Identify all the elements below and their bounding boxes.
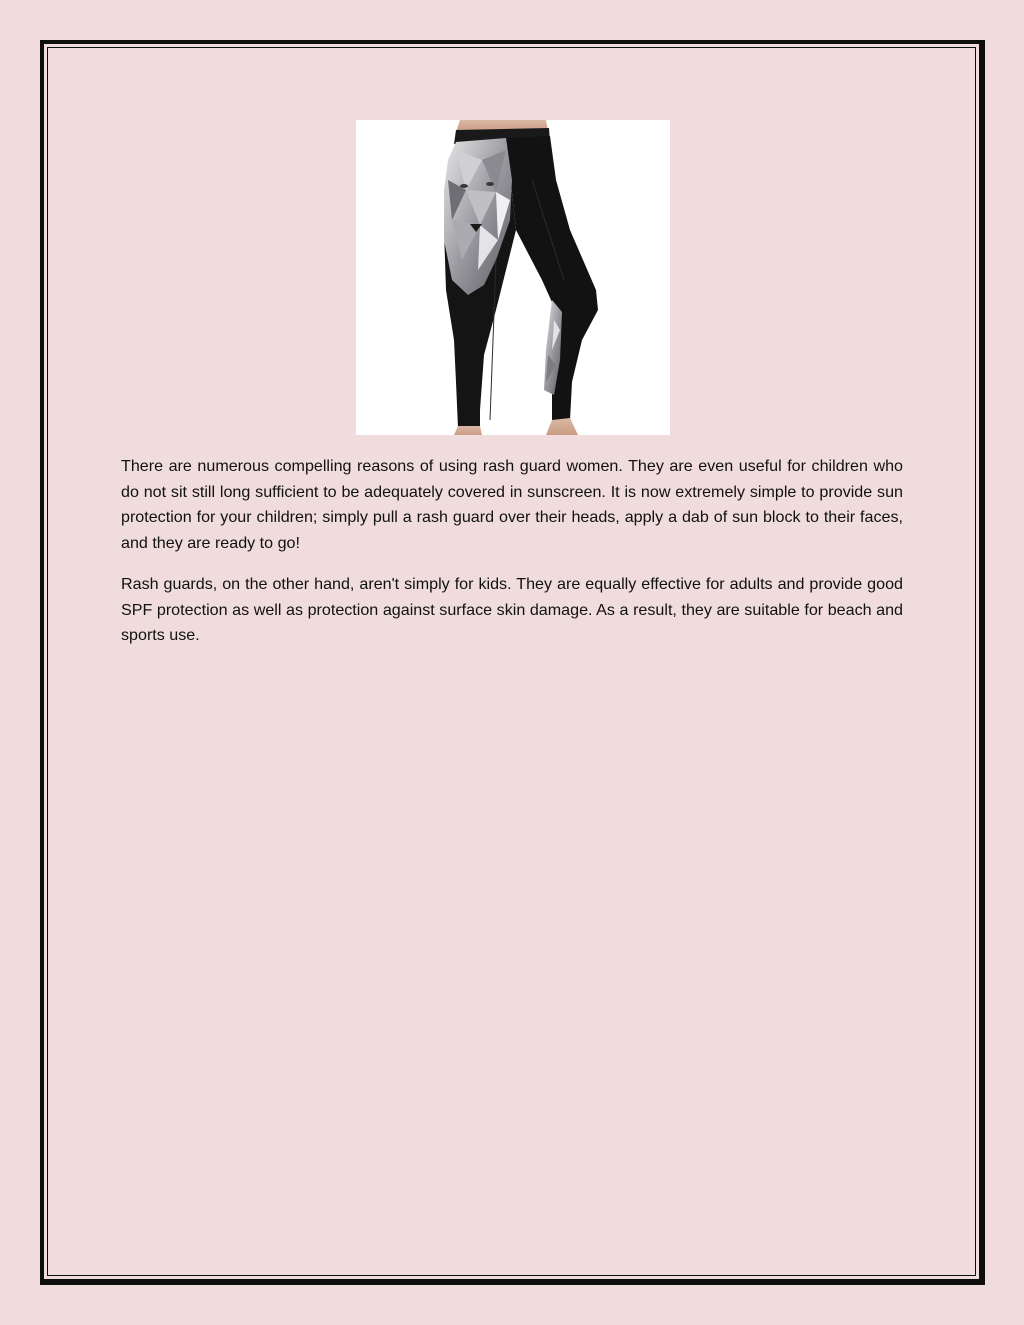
leggings-photo <box>356 120 670 435</box>
article-body <box>121 454 903 664</box>
paragraph-2: Rash guards, on the other hand, aren't simply for kids. They are equally effective for adults and provide good SPF protection as well as protection against surface skin damage. As a result, they are suitable for beach and sports use. <box>121 574 903 645</box>
paragraph-1: There are numerous compelling reasons of using rash guard women. They are even useful for children who do not sit still long sufficient to be adequately covered in sunscreen. It is now extremely simple to provide sun protection for your children; simply pull a rash guard over their heads, apply a dab of sun block to their faces, and they are ready to go! <box>121 457 903 553</box>
leggings-illustration <box>356 120 670 435</box>
